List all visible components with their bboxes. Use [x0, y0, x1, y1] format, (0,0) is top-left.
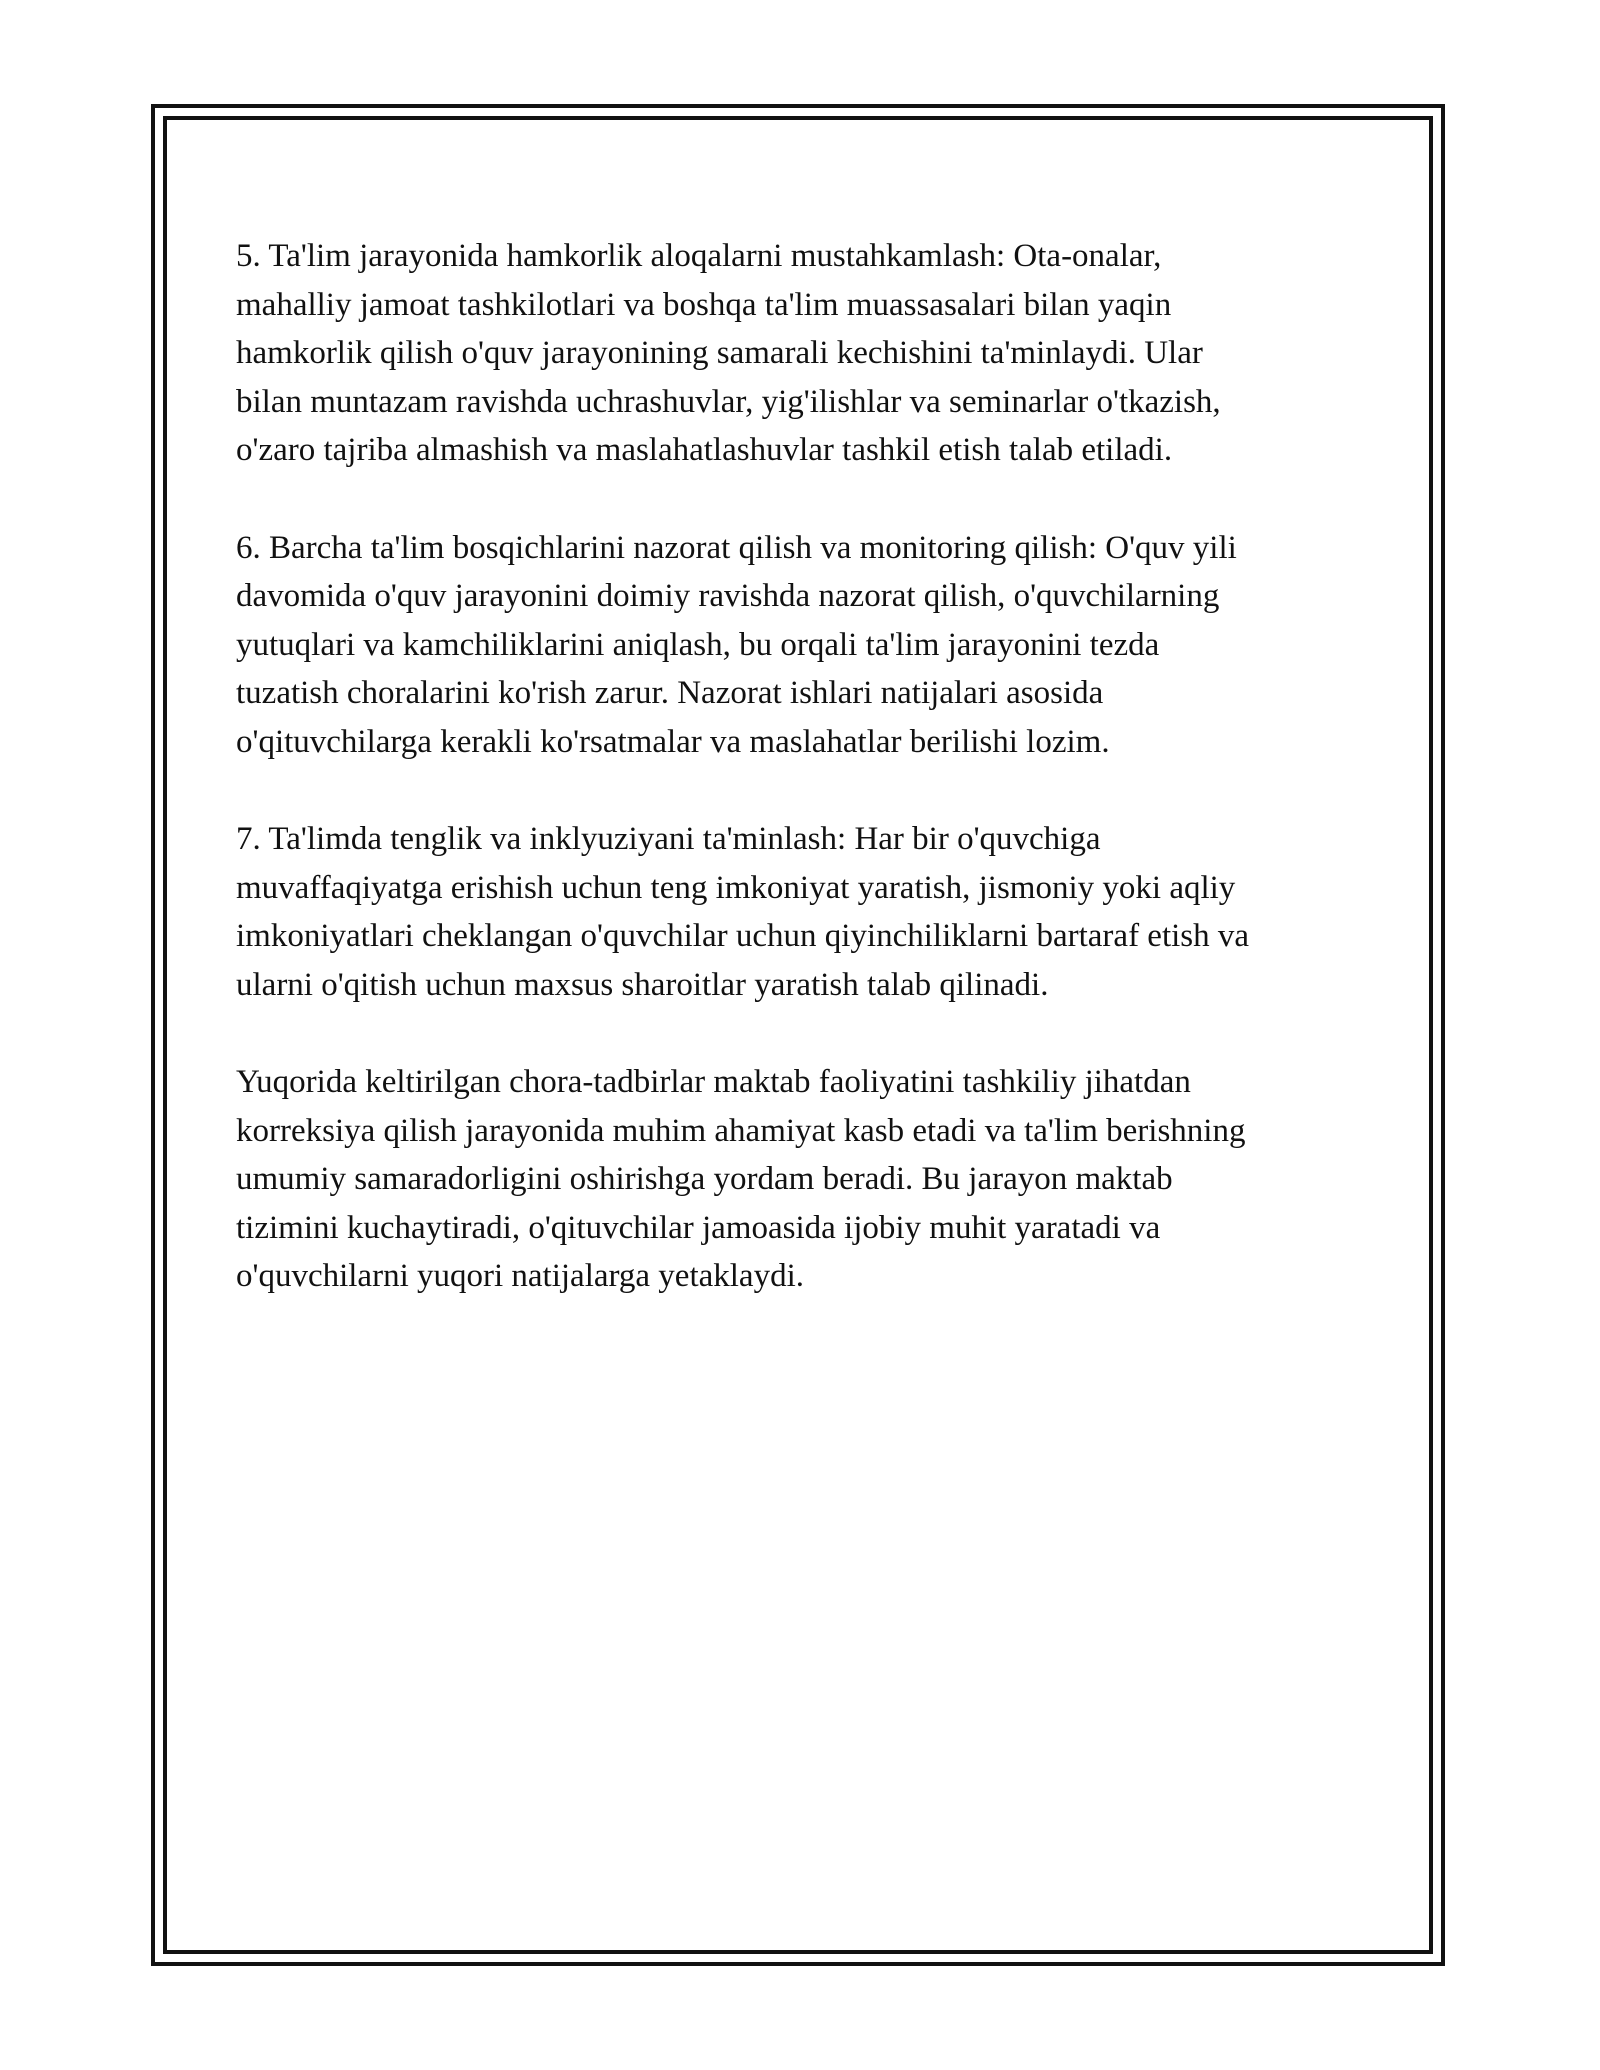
text-line: o'zaro tajriba almashish va maslahatlashuvlar tashkil etish talab etiladi.	[236, 432, 1173, 469]
text-line: 7. Ta'limda tenglik va inklyuziyani ta'minlash: Har bir o'quvchiga	[236, 821, 1101, 858]
paragraph-7-tenglik	[236, 815, 1376, 1009]
paragraph-conclusion	[236, 1058, 1376, 1301]
text-line: ularni o'qitish uchun maxsus sharoitlar yaratish talab qilinadi.	[236, 966, 1049, 1003]
text-line: hamkorlik qilish o'quv jarayonining samarali kechishini ta'minlaydi. Ular	[236, 335, 1203, 372]
text-line: o'quvchilarni yuqori natijalarga yetaklaydi.	[236, 1258, 804, 1295]
paragraph-5-hamkorlik	[236, 232, 1376, 475]
text-line: korreksiya qilish jarayonida muhim ahamiyat kasb etadi va ta'lim berishning	[236, 1112, 1246, 1149]
text-line: tizimini kuchaytiradi, o'qituvchilar jamoasida ijobiy muhit yaratadi va	[236, 1209, 1161, 1246]
text-line: yutuqlari va kamchiliklarini aniqlash, bu orqali ta'lim jarayonini tezda	[236, 626, 1160, 663]
document-body	[236, 232, 1376, 1350]
text-line: Yuqorida keltirilgan chora-tadbirlar maktab faoliyatini tashkiliy jihatdan	[236, 1064, 1191, 1101]
text-line: umumiy samaradorligini oshirishga yordam beradi. Bu jarayon maktab	[236, 1161, 1173, 1198]
text-line: 5. Ta'lim jarayonida hamkorlik aloqalarni mustahkamlash: Ota-onalar,	[236, 238, 1162, 274]
paragraph-6-nazorat	[236, 524, 1376, 767]
text-line: mahalliy jamoat tashkilotlari va boshqa ta'lim muassasalari bilan yaqin	[236, 286, 1172, 323]
text-line: davomida o'quv jarayonini doimiy ravishda nazorat qilish, o'quvchilarning	[236, 578, 1220, 615]
text-line: muvaffaqiyatga erishish uchun teng imkoniyat yaratish, jismoniy yoki aqliy	[236, 869, 1236, 906]
text-line: o'qituvchilarga kerakli ko'rsatmalar va maslahatlar berilishi lozim.	[236, 723, 1110, 760]
text-line: imkoniyatlari cheklangan o'quvchilar uchun qiyinchiliklarni bartaraf etish va	[236, 918, 1250, 955]
text-line: bilan muntazam ravishda uchrashuvlar, yig'ilishlar va seminarlar o'tkazish,	[236, 383, 1221, 420]
text-line: 6. Barcha ta'lim bosqichlarini nazorat qilish va monitoring qilish: O'quv yili	[236, 529, 1237, 566]
text-line: tuzatish choralarini ko'rish zarur. Nazorat ishlari natijalari asosida	[236, 675, 1104, 712]
